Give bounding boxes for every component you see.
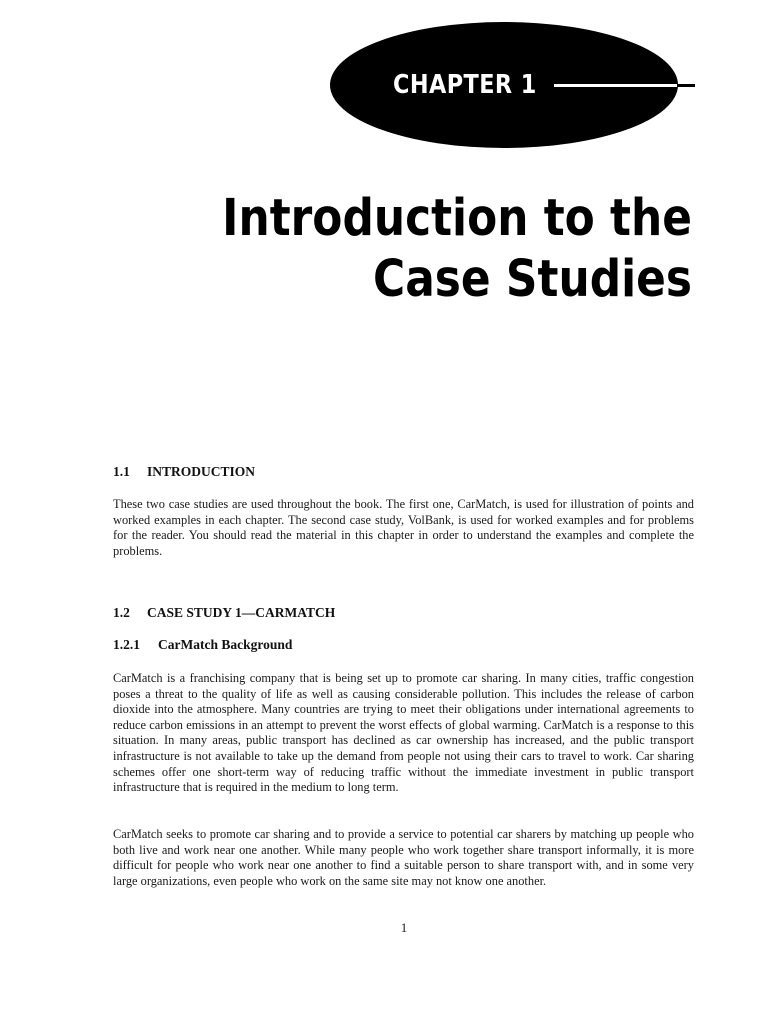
- intro-paragraph: These two case studies are used throughout the book. The first one, CarMatch, is used for illustration of points and worked examples in each chapter. The second case study, VolBank, is used for worked examples and for problems for the reader. You should read the material in this chapter in order to understand the examples and complete the problems.: [113, 497, 694, 558]
- page-number: 1: [400, 920, 408, 935]
- section-title: INTRODUCTION: [147, 464, 256, 479]
- chapter-title: [132, 188, 692, 310]
- subsection-number: 1.2.1: [113, 637, 140, 652]
- chapter-title-line-1: Introduction to the: [222, 189, 692, 248]
- chapter-label: CHAPTER 1: [393, 70, 537, 100]
- carmatch-background-paragraph-2: CarMatch seeks to promote car sharing and to provide a service to potential car sharers by matching up people who both live and work near one another. While many people who work together share transport informally, it is more difficult for people who work near one another to find a suitable person to share transport with, and in some very large organizations, even people who work on the same site may not know one another.: [113, 827, 694, 888]
- section-heading-1-1: [113, 464, 255, 480]
- section-title: CASE STUDY 1—CARMATCH: [147, 605, 336, 620]
- section-heading-1-2: [113, 605, 335, 621]
- section-number: 1.1: [113, 464, 130, 479]
- chapter-title-line-2: Case Studies: [373, 250, 692, 309]
- subsection-heading-1-2-1: [113, 637, 292, 653]
- section-number: 1.2: [113, 605, 130, 620]
- subsection-title: CarMatch Background: [158, 637, 293, 652]
- chapter-rule: [554, 84, 695, 87]
- carmatch-background-paragraph-1: CarMatch is a franchising company that is being set up to promote car sharing. In many cities, traffic congestion poses a threat to the quality of life as well as causing considerable pollution. This includes the release of carbon dioxide into the atmosphere. Many countries are trying to meet their obligations under international agreements to reduce carbon emissions in an attempt to prevent the worst effects of global warming. CarMatch is a response to this situation. In many areas, public transport has declined as car ownership has increased, and the public transport infrastructure is not available to take up the demand from people not using their cars to travel to work. Car sharing schemes offer one short-term way of reducing traffic without the immediate investment in public transport infrastructure that is required in the medium to long term.: [113, 671, 694, 795]
- chapter-rule-extension: [677, 84, 695, 87]
